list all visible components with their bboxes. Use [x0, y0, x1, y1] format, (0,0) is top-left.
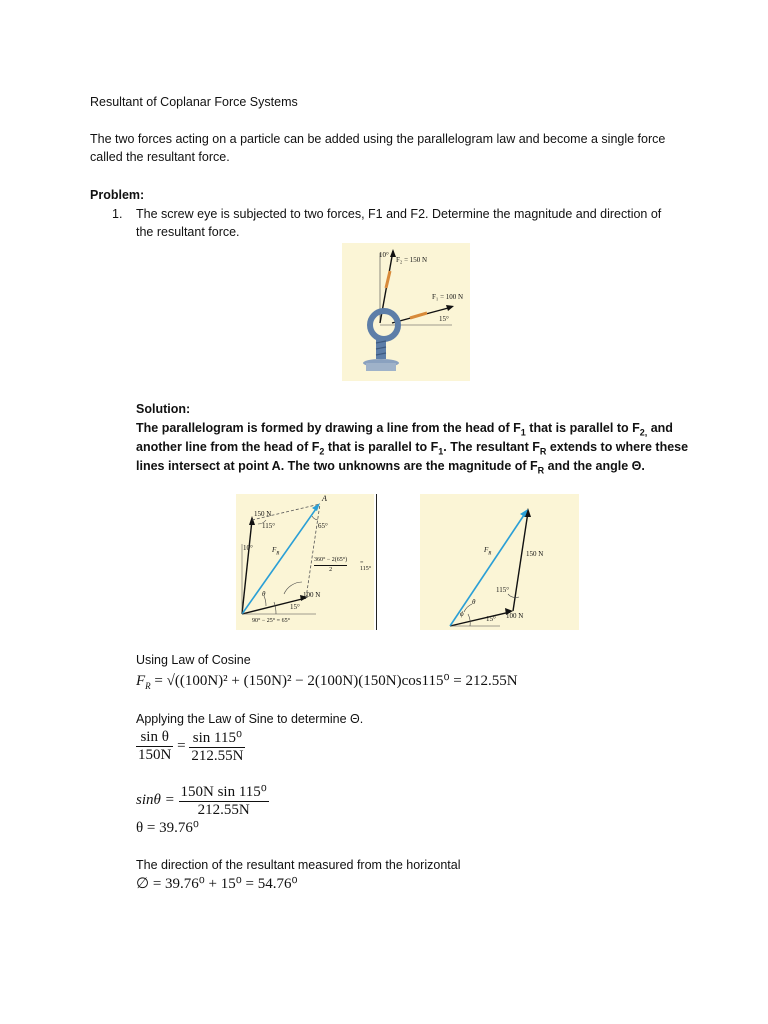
triangle-figure: [420, 494, 579, 630]
f2-label: 150 N: [526, 550, 544, 558]
solution-heading: Solution:: [136, 402, 191, 416]
formula-fraction: 360° − 2(65°) 2: [314, 557, 348, 573]
f2-angle-label: 10°: [379, 251, 389, 259]
solution-line-1: The parallelogram is formed by drawing a line from the head of $F_1$ that is parallel to $F_{2,}$ and: [136, 421, 673, 438]
theta-result: θ = 39.76⁰: [136, 820, 199, 836]
formula-result: = 115°: [360, 560, 372, 572]
figure-divider: [376, 494, 377, 630]
page-title: Resultant of Coplanar Force Systems: [90, 95, 298, 109]
intro-line-2: called the resultant force.: [90, 150, 230, 164]
theta-label: θ: [262, 590, 266, 598]
angle-15-label: 15°: [486, 615, 496, 623]
f2-label: 150 N: [254, 510, 272, 518]
parallelogram-figure: [236, 494, 374, 630]
direction-equation: ∅ = 39.76⁰ + 15⁰ = 54.76⁰: [136, 876, 298, 892]
f1-angle-label: 15°: [439, 315, 449, 323]
sine-equation-2: sinθ = $\frac{\text{150N sin 115⁰}}{212.55N}$: [136, 784, 267, 818]
solution-line-3: lines intersect at point A. The two unknowns are the magnitude of $F_R$ and the angle Θ.: [136, 459, 645, 476]
direction-heading: The direction of the resultant measured from the horizontal: [136, 858, 461, 872]
bottom-formula: 90° − 25° = 65°: [252, 618, 290, 624]
intro-line-1: The two forces acting on a particle can be added using the parallelogram law and become a single force: [90, 132, 666, 146]
theta-label: θ: [472, 598, 476, 606]
f1-label: F₁ = 100 N: [432, 293, 464, 301]
f2-label: F₂ = 150 N: [396, 256, 428, 264]
fr-label: $F_R$: [484, 546, 492, 557]
point-a-label: A: [322, 494, 327, 503]
fr-label: $F_R$: [272, 546, 280, 557]
solution-line-2: another line from the head of $F_2$ that is parallel to $F_1$. The resultant $F_R$ extends to where these: [136, 440, 689, 457]
cosine-equation: $F_R = √((100N)^2 + (150N)^2 - 2(100N)(150N)\cos 115^0 = 212.55N$: [136, 673, 518, 691]
cosine-heading: Using Law of Cosine: [136, 653, 251, 667]
angle-115-label: 115°: [262, 522, 276, 530]
problem-line-2: the resultant force.: [136, 225, 240, 239]
problem-line-1: The screw eye is subjected to two forces, F1 and F2. Determine the magnitude and direction of: [136, 207, 662, 221]
angle-15-label: 15°: [290, 603, 300, 611]
f1-label: 100 N: [303, 591, 321, 599]
problem-heading: Problem:: [90, 188, 145, 202]
sine-equation-1: $\frac{\text{sin θ}}{150N}$ = $\frac{\text{sin 115⁰}}{212.55N}$: [138, 729, 244, 764]
f1-label: 100 N: [506, 612, 524, 620]
problem-number: 1.: [112, 207, 123, 221]
angle-10-label: 10°: [243, 544, 253, 552]
angle-65-label: 65°: [318, 522, 328, 530]
screw-eye-figure: [342, 243, 470, 381]
phi-label: ϕ: [460, 610, 464, 618]
sine-heading: Applying the Law of Sine to determine Θ.: [136, 712, 364, 726]
angle-115-label: 115°: [496, 586, 510, 594]
